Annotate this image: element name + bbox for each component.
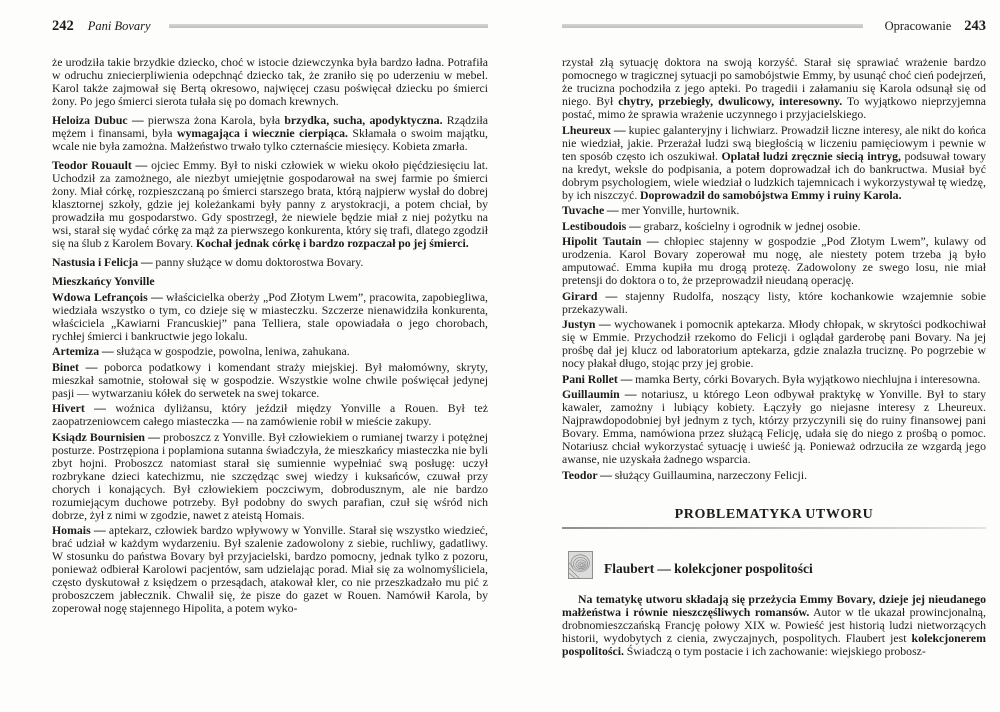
left-page-header	[52, 18, 488, 34]
body-paragraph: Na tematykę utworu składają się przeżycia Emmy Bovary, dzieje jej nieudanego małżeństwa i równie nieszczęśliwych romansów. Autor w tle ukazał prowincjonalną, drobnomieszczańską Francję połowy XIX w. Powieść jest historią ludzi nietworzących historii, wydobytych z cienia, zwyczajnych, pospolitych. Flaubert jest kolekcjonerem pospolitości. Świadczą o tym postacie i ich zachowanie: wiejskiego probosz-	[562, 591, 986, 658]
character-entry-hivert: Hivert — woźnica dyliżansu, który jeździł między Yonville a Rouen. Był też zaopatrzeniowcem całego miasteczka — na zamówienie robił w mieście zakupy.	[52, 401, 488, 428]
character-entry-hipolit-tautain: Hipolit Tautain — chłopiec stajenny w gospodzie „Pod Złotym Lwem”, kulawy od urodzenia. Karol Bovary zoperował mu nogę, ale niestety potem trzeba ją było amputować. Emma kupiła mu drogą protezę. Zadowolony ze swego losu, nie miał pretensji do doktora o to, że przeprowadził nieudaną operację.	[562, 234, 987, 287]
character-entry-teodor-rouault: Teodor Rouault — ojciec Emmy. Był to niski człowiek w wieku około pięćdziesięciu lat. Uchodził za zamożnego, ale niezbyt umiejętnie gospodarował na swej farmie po śmierci żony. Miał córkę, rozpieszczaną po śmierci starszego brata, którą najpierw wysłał do dobrej klasztornej szkoły, gdzie jej koleżankami były panny z arystokracji, a potem chciał, by prowadziła mu gospodarstwo. Gdy spostrzegł, że niewiele będzie miał z niej pożytku na wsi, starał się wydać córkę za mąż za pierwszego konkurenta, który się trafi, dlatego zgodził się na ślub z Karolem Bovary. Kochał jednak córkę i bardzo rozpaczał po jej śmierci.	[52, 158, 489, 250]
group-heading-mieszkancy-yonville: Mieszkańcy Yonville	[52, 274, 155, 288]
section-heading-text: PROBLEMATYKA UTWORU	[674, 506, 874, 522]
right-page-header	[562, 18, 986, 34]
character-entry-nastusia-felicja: Nastusia i Felicja — panny służące w domu doktorostwa Bovary.	[52, 255, 364, 269]
character-entry-lestiboudois: Lestiboudois — grabarz, kościelny i ogrodnik w jednej osobie.	[562, 218, 861, 233]
character-entry-binet: Binet — poborca podatkowy i komendant straży miejskiej. Był małomówny, skryty, mieszkał samotnie, stołował się w gospodzie. Wszystkie wolne chwile poświęcał jedynej pasji — wytwarzaniu kółek do serwetek na swej tokarce.	[52, 359, 488, 400]
character-entry-pani-rollet: Pani Rollet — mamka Berty, córki Bovarych. Była wyjątkowo niechlujna i interesowna.	[562, 371, 981, 386]
left-page-number: 242	[52, 18, 74, 34]
continuation-paragraph: rzystał złą sytuację doktora na swoją korzyść. Starał się sprawiać wrażenie bardzo pomocnego w tragicznej sytuacji po samobójstwie Emmy, by usunąć choć cień podejrzeń, że trucizna pochodziła z jego apteki. Po tragedii i załamaniu się Karola odsunął się od niego. Był chytry, przebiegły, dwulicowy, interesowny. To wyjątkowo nieprzyjemna postać, mimo że sprawia wrażenie uczynnego i przyjacielskiego.	[562, 55, 986, 121]
continuation-paragraph: że urodziła takie brzydkie dziecko, choć w istocie dziewczynka była bardzo ładna. Potrafiła w odruchu zniecierpliwienia odepchnąć dziecko tak, że zraniło się po uderzeniu w mebel. Karol także zajmował się Bertą okresowo, najwięcej czasu poświęcał dziecku po śmierci żony. Po jego śmierci sierota tułała się po domach krewnych.	[52, 55, 488, 108]
subsection-flaubert	[568, 551, 986, 579]
right-page-body	[562, 56, 986, 658]
subsection-title: Flaubert — kolekcjoner pospolitości	[604, 560, 813, 576]
page-right	[562, 18, 986, 658]
right-running-title: Opracowanie	[884, 19, 952, 33]
character-entry-homais: Homais — aptekarz, człowiek bardzo wpływowy w Yonville. Starał się wszystko wiedzieć, brać udział w każdym wydarzeniu. Był szalenie zadowolony z siebie, ruchliwy, gadatliwy. W stosunku do państwa Bovary był przyjacielski, bardzo pomocny, jednak tylko z pozoru, ponieważ odbierał Karolowi pacjentów, sam udzielając porad. Miał się za wolnomyśliciela, często dyskutował z księdzem o przesądach, atakował kler, co nie przeszkadzało mu pić z proboszczem jabłecznik. Chwalił się, że pisze do gazet w Rouen. Namówił Karola, by zoperował nogę stajennego Hipolita, a potem wyko-	[52, 523, 488, 615]
character-entry-artemiza: Artemiza — służąca w gospodzie, powolna, leniwa, zahukana.	[52, 344, 350, 358]
left-header-rule	[169, 24, 488, 28]
character-entry-guillaumin: Guillaumin — notariusz, u którego Leon odbywał praktykę w Yonville. Był to stary kawaler, zamożny i lubiący kobiety. Łączyły go niejasne interesy z Lheureux. Najprawdopodobniej był jednym z tych, którzy przyczynili się do ruiny finansowej pani Bovary. Emma, namówiona przez służącą Felicję, udała się do niego z prośbą o pomoc. Notariusz chciał wykorzystać sytuację i uwieść ją. Ponieważ odrzuciła ze wzgardą jego awanse, nie uzyskała żadnego wsparcia.	[562, 387, 986, 466]
right-page-number: 243	[964, 18, 986, 34]
character-entry-heloiza-dubuc: Heloiza Dubuc — pierwsza żona Karola, była brzydka, sucha, apodyktyczna. Rządziła mężem i finansami, była wymagająca i wiecznie cierpiąca. Skłamała o swoim majątku, wcale nie była zamożna. Małżeństwo trwało tylko czternaście miesięcy. Kobieta zmarła.	[52, 113, 489, 153]
left-running-title: Pani Bovary	[87, 19, 151, 33]
right-header-rule	[562, 24, 863, 28]
character-entry-tuvache: Tuvache — mer Yonville, hurtownik.	[562, 203, 740, 217]
character-entry-wdowa-lefrancois: Wdowa Lefrançois — właścicielka oberży „Pod Złotym Lwem”, pracowita, zapobiegliwa, wiedziała wszystko o tym, co dzieje się w miasteczku. Szczerze nienawidziła konkurenta, właściciela „Kawiarni Francuskiej” pana Telliera, stale opowiadała o jego chorobach, rychłej śmierci i bankructwie jego lokalu.	[52, 289, 489, 343]
character-entry-teodor: Teodor — służący Guillaumina, narzeczony Felicji.	[562, 467, 808, 482]
character-entry-ksiadz-bournisien: Ksiądz Bournisien — proboszcz z Yonville. Był człowiekiem o rumianej twarzy i potężnej posturze. Postrzępiona i poplamiona sutanna świadczyła, że mieszkańcy miasteczka nie byli zbyt hojni. Proboszcz natomiast starał się sumiennie wypełniać swą posługę: uczył rozbrykane dzieci katechizmu, nie szczędząc swej wiedzy i kuksańców, czuwał przy chorych i konających. Był człowiekiem poczciwym, dobrodusznym, ale nie bardzo rozumiejącym duchowe potrzeby. Był podobny do swych parafian, czuł się wśród nich dobrze, żył z nimi w zgodzie, nawet z ateistą Homais.	[52, 429, 488, 522]
left-page-body	[52, 56, 488, 615]
character-entry-girard: Girard — stajenny Rudolfa, noszący listy, które kochankowie wzajemnie sobie przekazywali.	[562, 288, 986, 316]
page-left	[52, 18, 488, 615]
character-entry-justyn: Justyn — wychowanek i pomocnik aptekarza. Młody chłopak, w skrytości podkochiwał się w Emmie. Przychodził rzekomo do Felicji i oglądał garderobę pani Bovary. Na jej prośbę dał jej klucz od laboratorium aptekarza, gdzie znalazła truciznę. Po pogrzebie w nocy płakał długo, stojąc przy jej grobie.	[562, 317, 986, 370]
section-heading-problematyka	[562, 508, 986, 529]
character-entry-lheureux: Lheureux — kupiec galanteryjny i lichwiarz. Prowadził liczne interesy, ale nikt do końca nie wiedział, jakie. Przerażał ludzi swą biegłością w liczeniu pamięciowym i pewnie w ten sposób często ich oszukiwał. Oplatał ludzi zręcznie siecią intryg, podsuwał towary na kredyt, weksle do podpisania, a potem doprowadzał ich do bankructwa. Musiał być dobrym psychologiem, wiele wiedział o ludzkich tajemnicach i wykorzystywał tę wiedzę, by ich niszczyć. Doprowadził do samobójstwa Emmy i ruiny Karola.	[562, 122, 986, 202]
spiral-stamp-icon	[568, 551, 593, 579]
section-divider	[562, 527, 986, 529]
